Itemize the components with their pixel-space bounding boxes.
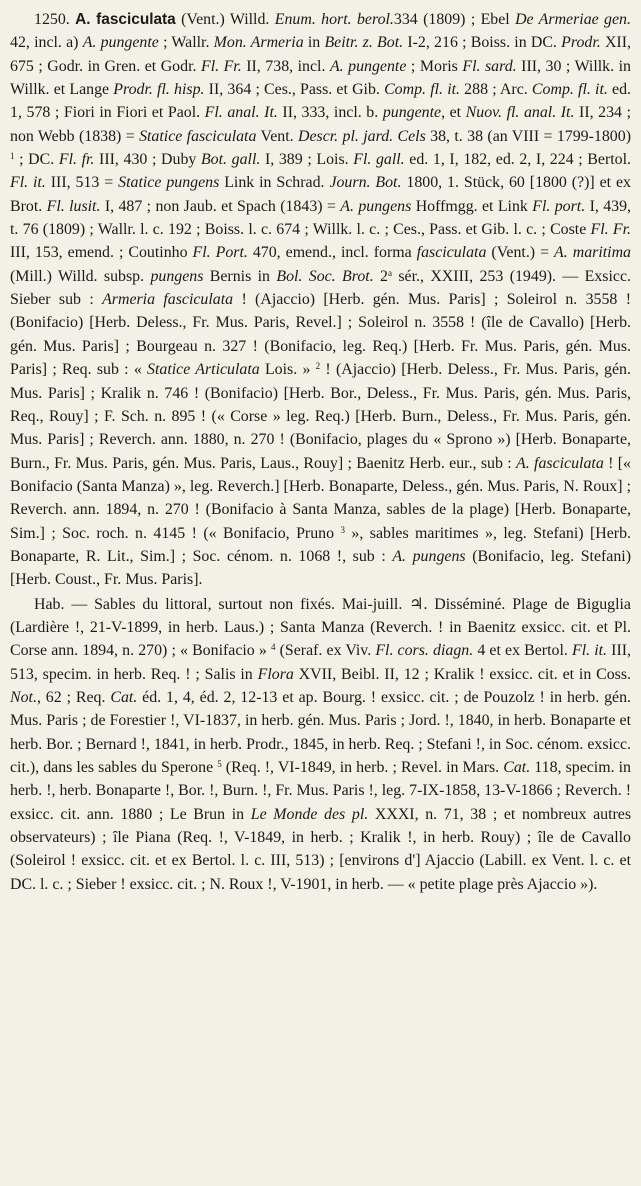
- text-run: 2: [373, 267, 388, 285]
- text-run: 118, specim. in herb. !, herb. Bonaparte !, Bor. !, Burn. !, Fr. Mus. Paris !, leg. 7-IX-1858, 13-V-1866 ; Reverch. ! exsicc. cit. ann. 1880 ; Le Brun in: [10, 759, 632, 823]
- italic-citation: Enum. hort. berol.: [274, 11, 394, 28]
- text-run: (Vent.) Willd.: [175, 11, 275, 28]
- text-run: (Seraf. ex Viv.: [275, 642, 376, 660]
- italic-citation: A. maritima: [554, 244, 631, 262]
- footnote-ref: 5: [217, 759, 222, 769]
- text-run: , 62 ; Req.: [36, 688, 111, 706]
- italic-citation: Fl. port.: [532, 197, 586, 215]
- text-run: I, 487 ; non Jaub. et Spach (1843) =: [100, 197, 341, 215]
- text-run: ; Wallr.: [158, 34, 214, 52]
- text-run: III, 30 ; Willk. in Willk. et Lange: [10, 57, 631, 99]
- text-run: 1800, 1. Stück, 60 [1800 (?)] et ex Brot.: [10, 174, 631, 215]
- italic-citation: Nuov. fl. anal. It.: [465, 104, 575, 122]
- italic-citation: Fl. Port.: [192, 244, 248, 262]
- text-run: (Vent.) =: [486, 244, 555, 262]
- italic-citation: Prodr.: [561, 34, 601, 52]
- text-run: 334 (1809) ; Ebel: [393, 11, 516, 28]
- italic-citation: A. pungens: [392, 547, 466, 565]
- italic-citation: Le Monde des pl.: [250, 805, 369, 823]
- italic-citation: Fl. anal. It.: [204, 104, 278, 122]
- habitat-text: [10, 596, 631, 893]
- italic-citation: Fl. fr.: [58, 151, 95, 169]
- italic-citation: A. pungens: [340, 197, 412, 215]
- italic-citation: A. pungente: [329, 57, 407, 75]
- text-run: III, 513, specim. in herb. Req. ! ; Salis in: [10, 642, 631, 683]
- italic-citation: Prodr. fl. hisp.: [113, 81, 205, 99]
- footnote-ref: 3: [340, 524, 345, 535]
- italic-citation: Fl. Fr.: [200, 57, 242, 75]
- entry-paragraph: [10, 8, 631, 592]
- italic-citation: Statice fasciculata: [139, 127, 257, 145]
- italic-citation: Fl. it.: [571, 642, 608, 660]
- italic-citation: Bot. gall.: [200, 151, 261, 169]
- footnote-ref: a: [388, 267, 392, 278]
- text-run: », sables maritimes », leg. Stefani) [Herb. Bonaparte, R. Lit., Sim.] ; Soc. cénom. n. 1068 !, sub :: [10, 524, 631, 565]
- italic-citation: pungens: [150, 267, 204, 285]
- text-run: 42, incl. a): [10, 34, 83, 52]
- text-run: II, 333, incl. b.: [277, 104, 383, 122]
- text-run: II, 738, incl.: [241, 57, 330, 75]
- italic-citation: Journ. Bot.: [329, 174, 402, 192]
- italic-citation: Fl. cors. diagn.: [375, 642, 474, 660]
- italic-citation: Cat.: [110, 688, 138, 706]
- synonymy-text: [10, 11, 631, 588]
- text-run: III, 513 =: [45, 174, 119, 192]
- text-run: 4 et ex Bertol.: [473, 642, 572, 660]
- italic-citation: Flora: [257, 665, 294, 683]
- italic-citation: Fl. gall.: [353, 151, 405, 169]
- italic-citation: Bol. Soc. Brot.: [276, 267, 374, 285]
- text-run: III, 430 ; Duby: [94, 151, 201, 169]
- italic-citation: Comp. fl. it.: [531, 81, 608, 99]
- text-run: 288 ; Arc.: [460, 81, 532, 99]
- text-run: I, 389 ; Lois.: [260, 151, 354, 169]
- italic-citation: Fl. lusit.: [46, 197, 101, 215]
- italic-citation: Statice Articulata: [147, 361, 260, 379]
- italic-citation: Descr. pl. jard. Cels: [298, 127, 426, 145]
- text-run: I, 439, t. 76 (1809) ; Wallr. l. c. 192 ; Boiss. l. c. 674 ; Willk. l. c. ; Ces., Pass. et Gib. l. c. ; Coste: [10, 197, 632, 239]
- species-name: A. fasciculata: [75, 11, 176, 28]
- italic-citation: Comp. fl. it.: [384, 81, 460, 99]
- italic-citation: pungente: [382, 104, 442, 122]
- text-run: Link in Schrad.: [219, 174, 330, 192]
- text-run: in: [303, 34, 325, 52]
- italic-citation: Fl. sard.: [462, 57, 517, 75]
- italic-citation: fasciculata: [416, 244, 487, 262]
- text-run: ! (Ajaccio) [Herb. Deless., Fr. Mus. Paris, gén. Mus. Paris] ; Kralik n. 746 ! (Bonifacio) [Herb. Bor., Deless., Fr. Mus. Paris, gén. Mus. Paris, Req., Rouy] ; F. Sch. n. 895 ! (« Corse » leg. Req.) [Herb. Burn., Deless., Fr. Mus. Paris, gén. Mus. Paris] ; Reverch. ann. 1880, n. 270 ! (Bonifacio, plages du « Sprono ») [Herb. Bonaparte, Burn., Fr. Mus. Paris, gén. Mus. Paris, Laus., Rouy] ; Baenitz Herb. eur., sub :: [10, 361, 631, 472]
- text-run: Bernis in: [203, 267, 277, 285]
- text-run: III, 153, emend. ; Coutinho: [10, 244, 193, 262]
- text-run: (Mill.) Willd. subsp.: [10, 267, 151, 285]
- footnote-ref: 2: [315, 361, 321, 372]
- text-run: sér., XXIII, 253 (1949). — Exsicc. Sieber sub :: [10, 267, 631, 309]
- text-run: XXXI, n. 71, 38 ; et nombreux autres observateurs) ; île Piana (Req. !, V-1849, in herb. ; Kralik !, in herb. Rouy) ; île de Cavallo (Soleirol ! exsicc. cit. et ex Bertol. l. c. III, 513) ; [environs d'] Ajaccio (Labill. ex Vent. l. c. et DC. l. c. ; Sieber ! exsicc. cit. ; N. Roux !, V-1901, in herb. — « petite plage près Ajaccio »).: [10, 805, 632, 893]
- entry-number: 1250.: [34, 11, 70, 28]
- text-run: ; DC.: [14, 151, 59, 169]
- italic-citation: Not.: [10, 688, 37, 706]
- italic-citation: Fl. Fr.: [590, 221, 632, 239]
- habitat-paragraph: [10, 593, 631, 896]
- text-run: ! [« Bonifacio (Santa Manza) », leg. Reverch.] [Herb. Bonaparte, Deless., gén. Mus. Paris, N. Roux] ; Reverch. ann. 1894, n. 270 ! (Bonifacio à Santa Manza, sables de la plage) [Herb. Bonaparte, Sim.] ; Soc. roch. n. 4145 ! (« Bonifacio, Pruno: [10, 454, 631, 542]
- text-run: ed. 1, I, 182, ed. 2, I, 224 ; Bertol.: [404, 151, 631, 169]
- italic-citation: Fl. it.: [10, 174, 46, 192]
- italic-citation: Cat.: [503, 759, 531, 776]
- text-run: (Req. !, VI-1849, in herb. ; Revel. in Mars.: [221, 759, 504, 776]
- italic-citation: A. pungente: [82, 34, 159, 52]
- italic-citation: Beitr. z. Bot.: [324, 34, 404, 52]
- italic-citation: Armeria fasciculata: [102, 291, 234, 309]
- text-run: (Bonifacio, leg. Stefani) [Herb. Coust., Fr. Mus. Paris].: [10, 547, 631, 589]
- text-run: ; Moris: [406, 57, 463, 75]
- text-run: 38, t. 38 (an VIII = 1799-1800): [425, 127, 631, 145]
- text-run: Hoffmgg. et Link: [411, 197, 533, 215]
- text-run: XVII, Beibl. II, 12 ; Kralik ! exsicc. cit. et in Coss.: [293, 665, 632, 683]
- text-run: ed. 1, 578 ; Fiori in Fiori et Paol.: [10, 81, 631, 122]
- text-run: 470, emend., incl. forma: [247, 244, 417, 262]
- text-run: Hab. — Sables du littoral, surtout non fixés. Mai-juill. ♃. Disséminé. Plage de Biguglia (Lardière !, 21-V-1899, in herb. Laus.) ; Santa Manza (Reverch. ! in Baenitz exsicc. cit. et Pl. Corse ann. 1894, n. 270) ; « Bonifacio »: [10, 595, 631, 660]
- italic-citation: De Armeriae gen.: [515, 11, 631, 28]
- italic-citation: Statice pungens: [118, 174, 220, 192]
- text-run: éd. 1, 4, éd. 2, 12-13 et ap. Bourg. ! exsicc. cit. ; de Pouzolz ! in herb. gén. Mus. Paris ; de Forestier !, VI-1837, in herb. gén. Mus. Paris ; Jord. !, 1840, in herb. Bonaparte et herb. Bor. ; Bernard !, 1841, in herb. Prodr., 1845, in herb. Req. ; Stefani !, in Soc. cénom. exsicc. cit.), dans les sables du Sperone: [10, 688, 631, 776]
- italic-citation: Mon. Armeria: [213, 34, 304, 52]
- text-run: II, 234 ; non Webb (1838) =: [10, 104, 631, 145]
- text-run: II, 364 ; Ces., Pass. et Gib.: [204, 81, 385, 99]
- text-run: XII, 675 ; Godr. in Gren. et Godr.: [10, 34, 631, 75]
- text-run: Vent.: [256, 127, 298, 145]
- italic-citation: A. fasciculata: [516, 454, 604, 472]
- footnote-ref: 4: [270, 642, 276, 653]
- text-run: I-2, 216 ; Boiss. in DC.: [403, 34, 562, 52]
- footnote-ref: 1: [10, 151, 15, 162]
- text-run: , et: [441, 104, 466, 122]
- text-run: Lois. »: [259, 361, 316, 379]
- text-run: ! (Ajaccio) [Herb. gén. Mus. Paris] ; Soleirol n. 3558 ! (Bonifacio) [Herb. Deless., Fr. Mus. Paris, Revel.] ; Soleirol n. 3558 ! (île de Cavallo) [Herb. gén. Mus. Paris] ; Bourgeau n. 327 ! (Bonifacio, leg. Req.) [Herb. Fr. Mus. Paris, gén. Mus. Paris] ; Req. sub : «: [10, 291, 631, 379]
